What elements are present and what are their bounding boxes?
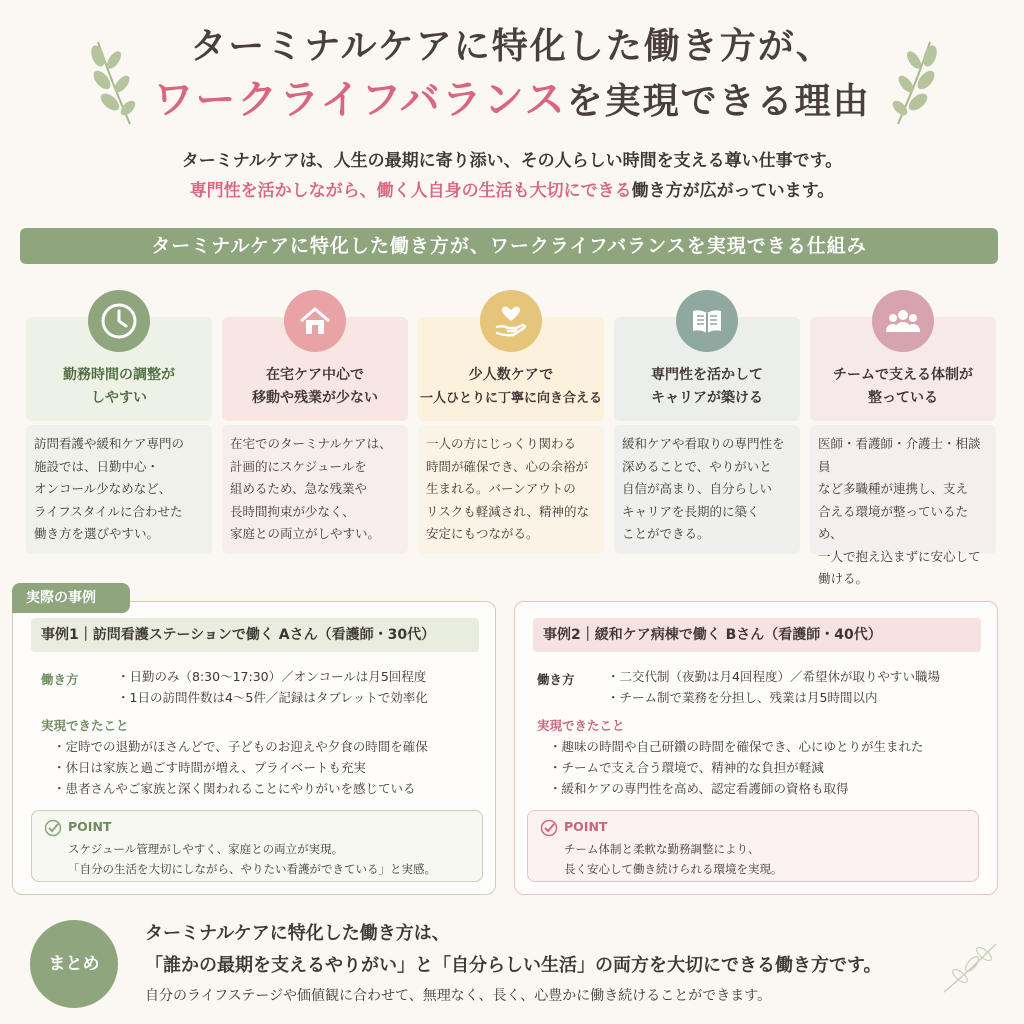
card-body-line: 施設では、日勤中心・: [34, 458, 160, 474]
card-heading: [26, 364, 212, 410]
case-title: 事例2｜緩和ケア病棟で働く Bさん（看護師・40代）: [533, 618, 981, 652]
heart-hand-icon: [480, 290, 542, 352]
achieved-list: [53, 736, 428, 799]
reason-card: [26, 290, 212, 554]
card-heading-line1: チームで支える体制が: [833, 367, 973, 383]
house-icon: [284, 290, 346, 352]
achieved-item: ・定時での退勤がほさんどで、子どものお迎えや夕食の時間を確保: [53, 739, 428, 754]
work-style-list: [607, 666, 940, 708]
intro-line2-rest: 働き方が広がっています。: [631, 181, 835, 201]
card-heading-line2: しやすい: [91, 390, 147, 406]
title-line2-rest: を実現できる理由: [566, 81, 871, 122]
card-body-line: 働ける。: [818, 571, 869, 586]
point-line: 「自分の生活を大切にしながら、やりたい看護ができている」と実感。: [68, 862, 436, 876]
check-icon: [540, 819, 558, 837]
card-body-line: など多職種が連携し、支え: [818, 481, 969, 496]
card-body-line: ライフスタイルに合わせた: [34, 503, 183, 519]
card-heading-line1: 専門性を活かして: [651, 367, 763, 383]
achieved-label: 実現できたこと: [537, 718, 625, 733]
reason-cards: [26, 290, 996, 586]
card-heading: [222, 364, 408, 410]
work-style-item: ・二交代制（夜勤は月4回程度）／希望休が取りやすい職場: [607, 669, 940, 684]
card-body-line: キャリアを長期的に築く: [622, 503, 760, 519]
card-body-line: 時間が確保でき、心の余裕が: [426, 458, 589, 474]
cases-section-label: 実際の事例: [12, 583, 130, 613]
summary-line2: 「誰かの最期を支えるやりがい」と「自分らしい生活」の両方を大切にできる働き方です。: [145, 955, 882, 976]
card-body-line: 生まれる。バーンアウトの: [426, 481, 576, 496]
achieved-label: 実現できたこと: [41, 718, 129, 733]
achieved-item: ・患者さんやご家族と深く関われることにやりがいを感じている: [53, 781, 416, 796]
work-style-item: ・1日の訪問件数は4〜5件／記録はタブレットで効率化: [117, 690, 428, 705]
card-body-line: 訪問看護や緩和ケア専門の: [34, 436, 185, 451]
card-body-line: 組めるため、急な残業や: [230, 481, 368, 496]
card-body-line: リスクも軽減され、精神的な: [426, 503, 590, 519]
card-body-line: ことができる。: [622, 526, 710, 541]
card-body-line: 長時間拘束が少なく、: [230, 503, 355, 519]
card-body: [810, 425, 996, 586]
card-body-line: 自信が高まり、自分らしい: [622, 481, 773, 496]
card-heading: [614, 364, 800, 410]
point-label: POINT: [564, 819, 608, 834]
point-line: チーム体制と柔軟な勤務調整により、: [564, 842, 760, 856]
summary-text: [145, 918, 945, 1010]
card-body-line: 合える環境が整っているため、: [818, 503, 969, 541]
intro-text: [0, 146, 1024, 206]
point-text: [68, 839, 436, 879]
card-body-line: 緩和ケアや看取りの専門性を: [622, 436, 785, 451]
work-style-item: ・日勤のみ（8:30〜17:30）／オンコールは月5回程度: [117, 669, 427, 684]
card-body: [614, 425, 800, 554]
reason-card: [810, 290, 996, 586]
case-title: 事例1｜訪問看護ステーションで働く Aさん（看護師・30代）: [31, 618, 479, 652]
summary-line3: 自分のライフステージや価値観に合わせて、無理なく、長く、心豊かに働き続けることができます。: [145, 988, 772, 1004]
card-heading-line1: 勤務時間の調整が: [63, 367, 175, 383]
reason-card: [614, 290, 800, 554]
section-banner: ターミナルケアに特化した働き方が、ワークライフバランスを実現できる仕組み: [20, 228, 998, 264]
title-line2: [0, 72, 1024, 130]
card-body-line: 一人で抱え込まずに安心して: [818, 548, 981, 564]
reason-card: [418, 290, 604, 554]
card-body-line: 家庭との両立がしやすい。: [230, 526, 381, 541]
reason-card: [222, 290, 408, 554]
card-heading-line2: 整っている: [868, 390, 938, 406]
point-box: [527, 810, 979, 882]
intro-line1: ターミナルケアは、人生の最期に寄り添い、その人らしい時間を支える尊い仕事です。: [181, 151, 843, 171]
card-body: [418, 425, 604, 554]
work-style-list: [117, 666, 428, 708]
card-body-line: 計画的にスケジュールを: [230, 458, 367, 474]
card-heading-line1: 少人数ケアで: [468, 367, 554, 383]
card-body-line: 安定にもつながる。: [426, 526, 539, 541]
card-heading: [418, 364, 604, 410]
card-body-line: 一人の方にじっくり関わる: [426, 436, 577, 451]
summary-line1: ターミナルケアに特化した働き方は、: [145, 923, 450, 944]
point-label: POINT: [68, 819, 112, 834]
achieved-item: ・緩和ケアの専門性を高め、認定看護師の資格も取得: [549, 781, 849, 796]
work-style-label: 働き方: [41, 672, 79, 687]
check-icon: [44, 819, 62, 837]
card-heading-line2: 一人ひとりに丁寧に向き合える: [419, 391, 602, 406]
achieved-item: ・休日は家族と過ごす時間が増え、プライベートも充実: [53, 760, 366, 775]
case-study-2: [514, 601, 998, 895]
card-body: [222, 425, 408, 554]
card-body: [26, 425, 212, 554]
card-body-line: 働き方を選びやすい。: [34, 526, 160, 541]
point-box: [31, 810, 483, 882]
achieved-list: [549, 736, 924, 799]
achieved-item: ・趣味の時間や自己研鑽の時間を確保でき、心にゆとりが生まれた: [549, 739, 924, 754]
summary-badge: まとめ: [30, 920, 118, 1008]
card-body-line: オンコール少なめなど、: [34, 481, 172, 496]
team-icon: [872, 290, 934, 352]
card-body-line: 在宅でのターミナルケアは、: [230, 436, 392, 451]
page-title: [0, 22, 1024, 130]
card-body-line: 医師・看護師・介護士・相談員: [818, 436, 981, 474]
card-body-line: 深めることで、やりがいと: [622, 458, 772, 474]
work-style-item: ・チーム制で業務を分担し、残業は月5時間以内: [607, 690, 878, 705]
book-icon: [676, 290, 738, 352]
point-line: 長く安心して働き続けられる環境を実現。: [564, 862, 783, 876]
card-heading-line2: 移動や残業が少ない: [252, 390, 378, 406]
intro-line2: [0, 176, 1024, 206]
intro-highlight: 専門性を活かしながら、働く人自身の生活も大切にできる: [189, 181, 632, 201]
clock-icon: [88, 290, 150, 352]
work-style-label: 働き方: [537, 672, 575, 687]
card-heading-line1: 在宅ケア中心で: [266, 367, 364, 383]
card-heading-line2: キャリアが築ける: [651, 390, 763, 406]
case-study-1: [12, 601, 496, 895]
bottom-leaf-decoration: [940, 936, 1000, 996]
title-line1: ターミナルケアに特化した働き方が、: [190, 26, 834, 67]
point-line: スケジュール管理がしやすく、家庭との両立が実現。: [68, 842, 344, 856]
card-heading: [810, 364, 996, 410]
point-text: [564, 839, 783, 879]
title-highlight: ワークライフバランス: [153, 77, 567, 123]
achieved-item: ・チームで支え合う環境で、精神的な負担が軽減: [549, 760, 824, 775]
